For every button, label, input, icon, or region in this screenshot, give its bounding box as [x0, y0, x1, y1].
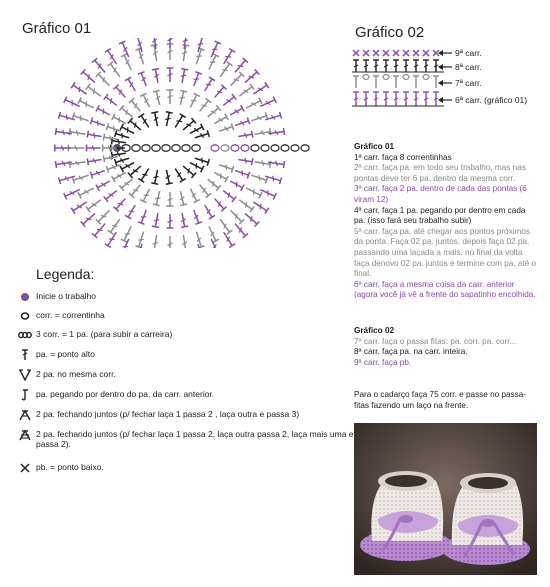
instruction-line: 9ª carr. faça pb. — [354, 357, 412, 367]
instruction-line: 1ª carr. faça 8 correntinhas — [354, 152, 452, 162]
chain-circle-icon — [18, 310, 32, 322]
legend-title: Legenda: — [36, 266, 95, 282]
legend-item — [18, 291, 356, 303]
legend-item — [18, 349, 356, 361]
legend-item-text: 3 corr. = 1 pa. (para subir a carreira) — [36, 329, 173, 339]
chart2-row-label: 9ª carr. — [455, 48, 482, 58]
chain-circle-icon — [162, 145, 170, 152]
double-crochet-icon — [18, 349, 32, 361]
legend-item — [18, 409, 356, 421]
chain-circle-icon — [152, 145, 160, 152]
instruction-line: 6ª carr. faça a mesma coisa da carr. anterior (agora você já vê a frente do sapatinho encolhida. — [354, 279, 536, 300]
triple-chain-icon — [18, 329, 32, 341]
legend-item-text: pa. = ponto alto — [36, 349, 95, 359]
dc2tog-icon — [18, 409, 32, 421]
chain-circle-icon — [172, 145, 180, 152]
chart2-row-label: 6ª carr. (gráfico 01) — [455, 95, 528, 105]
legend-item-text: pa. pegando por dentro do pa. da carr. anterior. — [36, 389, 215, 399]
legend-item-text: 2 pa. no mesma corr. — [36, 369, 116, 379]
legend-item — [18, 462, 356, 474]
legend-item-text: corr. = correntinha — [36, 310, 105, 320]
legend-item-text: Inicie o trabalho — [36, 291, 97, 301]
instruction-line: 2ª carr. faça pa. em todo seu trabalho, mas nas pontas deve ter 6 pa. dentro da mesma corr. — [354, 163, 526, 183]
final-instruction: Para o cadarço faça 75 corr. e passe no passa-fitas fazendo um laço na frente. — [354, 390, 527, 410]
start-dot-icon — [18, 291, 32, 303]
chain-circle-icon — [192, 145, 200, 152]
legend-item — [18, 369, 356, 381]
instructions-g2-title: Gráfico 02 — [354, 326, 395, 335]
instruction-line: 3ª carr. faça 2 pa. dentro de cada das pontas (6 viram 12) — [354, 184, 527, 204]
instruction-line: 8ª carr. faça pa. na carr. inteira. — [354, 347, 468, 357]
back-post-dc-icon — [18, 389, 32, 401]
two-dc-same-chain-icon — [18, 369, 32, 381]
instructions-g1 — [354, 142, 539, 301]
single-crochet-icon — [18, 462, 32, 474]
instructions-g2 — [354, 326, 539, 368]
instruction-line: 4ª carr. faça 1 pa. pegando por dentro em cada pa. (isso fará seu trabalho subir) — [354, 205, 526, 226]
legend-item-text: pb. = ponto baixo. — [36, 462, 104, 472]
chart2-row-label: 7ª carr. — [455, 78, 482, 88]
dc2tog-variant-icon — [18, 429, 32, 441]
crochet-chart-1 — [20, 38, 330, 248]
booties-photo — [354, 423, 537, 575]
chain-circle-icon — [142, 145, 150, 152]
legend-item — [18, 429, 356, 449]
chart1-title: Gráfico 01 — [22, 20, 92, 37]
chart2-row-label: 8ª carr. — [455, 62, 482, 72]
legend-item — [18, 389, 356, 401]
chart2-title: Gráfico 02 — [355, 24, 425, 41]
chain-circle-icon — [182, 145, 190, 152]
legend-item-text: 2 pa. fechando juntos (p/ fechar laça 1 passa 2, laça outra passa 2, laça mais uma e passa 2). — [36, 429, 354, 449]
crochet-chart-2 — [352, 48, 542, 114]
instruction-line: 5ª carr. faça pa. até chegar aos pontos próximos da ponta. Faça 02 pa. juntos. depois faça 02 pa. passando uma laçada a mais. no final da volta faça denovo 02 pa. juntos e termine com pa. até o final. — [354, 226, 537, 279]
legend-item-text: 2 pa. fechando juntos (p/ fechar laça 1 passa 2 , laça outra e passa 3) — [36, 409, 300, 419]
instructions-final — [354, 390, 539, 411]
legend-item — [18, 310, 356, 322]
instruction-line: 7ª carr. faça o passa fitas: pa. corr. pa. corr... — [354, 336, 517, 346]
legend-item — [18, 329, 356, 341]
instructions-g1-title: Gráfico 01 — [354, 142, 395, 151]
chain-circle-icon — [132, 145, 140, 152]
